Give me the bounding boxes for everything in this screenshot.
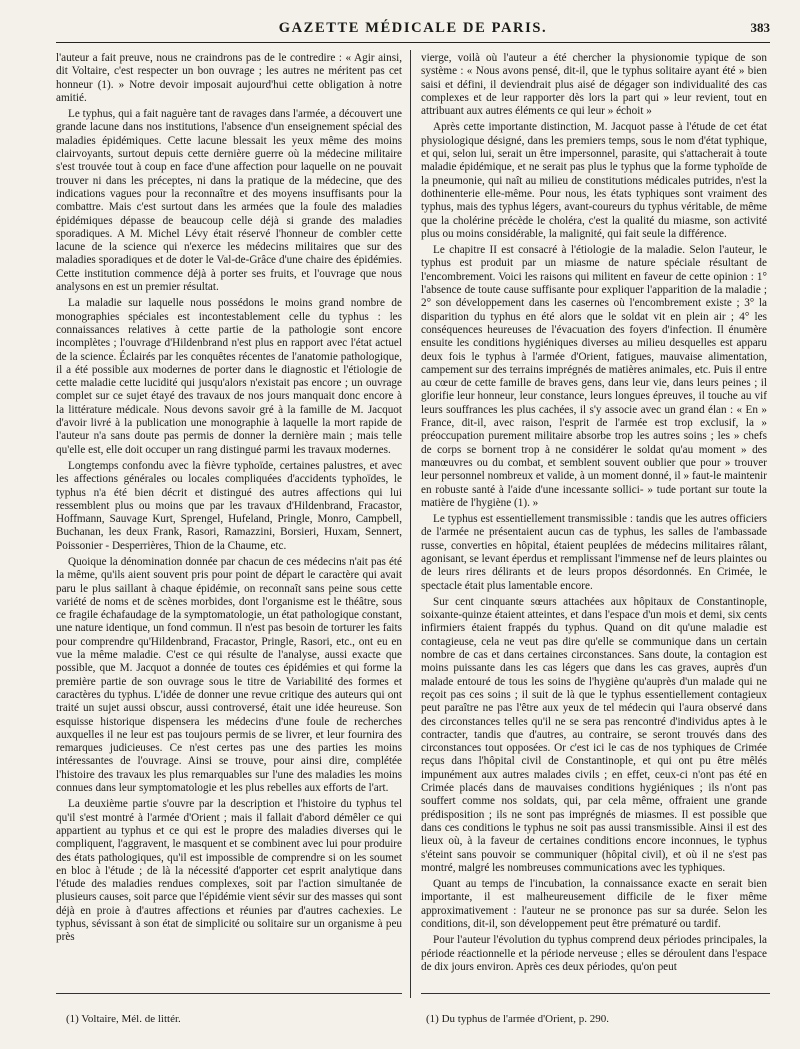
paragraph: Le chapitre II est consacré à l'étiologie de la maladie. Selon l'auteur, le typhus est produit par un miasme de nature spéciale résultant de l'encombrement. Voici les raisons qui militent en faveur de cette opinion : 1° l'absence de toute cause suffisante pour expliquer l'apparition de la maladie ; 2° son développement dans les casernes où l'encombrement existe ; 3° la disparition du typhus en été alors que le soldat vit en plein air ; 4° les conséquences heureuses de l'évacuation des foyers d'infection. Il énumère ensuite les conditions hygiéniques diverses au milieu desquelles est apparu deux fois le typhus à l'armée d'Orient, fatigues, mauvaise alimentation, campement sur des terrains imprégnés de matières animales, etc. Puis il entre au cœur de cette famille de braves gens, dans leur vie, dans leurs peines ; il glorifie leur honneur, leur constance, leurs longues épreuves, il touche au vif leurs souffrances les plus cachées, il s'y associe avec un grand élan : « En » France, dit-il, avec raison, l'esprit de l'armée est trop exclusif, la » préoccupation purement militaire absorbe trop les autres soins ; les » chefs de corps se bornent trop à ne considérer le soldat qu'au moment » des manœuvres ou du combat, et semblent souvent oublier que pour » trouver leur personnel nombreux et valide, à un moment donné, il » faut-le maintenir en robuste santé à l'aide d'une incessante sollici- » tude portant sur toute la matière de l'hygiène (1). » — [421, 244, 767, 509]
paragraph: Après cette importante distinction, M. Jacquot passe à l'étude de cet état physiologique désigné, dans les premiers temps, sous le nom d'état typhique, et qui, selon lui, serait un être impersonnel, parasite, qui s'attacherait à toute maladie épidémique, et ne serait pas plus le typhus que la forme typhoïde de la pneumonie, qui naît au milieu de constitutions médicales putrides, n'est la dothinenterie elle-même. Pour nous, les états typhiques sont vraiment des typhus, mais des typhus légers, avant-coureurs du typhus véritable, de même que la cholérine précède le choléra, c'est la qualité du miasme, son activité plus ou moins considérable, la malignité, qui fait seule la différence. — [421, 121, 767, 240]
paragraph: Quant au temps de l'incubation, la connaissance exacte en serait bien importante, il est malheureusement difficile de le fixer même approximativement : l'auteur ne se prononce pas sur sa durée. Selon les conditions, dit-il, son développement peut être prématuré ou tardif. — [421, 878, 767, 930]
paragraph: La maladie sur laquelle nous possédons le moins grand nombre de monographies spéciales est incontestablement celle du typhus : les connaissances relatives à cette partie de la pathologie sont encore incomplètes ; l'ouvrage d'Hildenbrand n'est plus en rapport avec l'état actuel de la science. Éclairés par les conquêtes récentes de l'anatomie pathologique, il a été possible aux modernes de porter dans le diagnostic et l'étiologie de cette maladie cette lucidité qui jusqu'alors n'existait pas encore ; un ouvrage complet sur ce sujet étayé des travaux de nos jours manquait donc encore à la littérature médicale. Nous devons savoir gré à la famille de M. Jacquot d'avoir livré à la publication une monographie à laquelle la mort rapide de l'auteur n'a sans doute pas permis de donner la dernière main ; mais telle qu'elle est, elle doit occuper un rang distingué parmi les travaux modernes. — [56, 297, 402, 456]
footnote-right: (1) Du typhus de l'armée d'Orient, p. 290. — [426, 1013, 609, 1025]
journal-title: GAZETTE MÉDICALE DE PARIS. — [278, 20, 548, 36]
footnote-rule-left — [56, 993, 402, 994]
paragraph: Pour l'auteur l'évolution du typhus comprend deux périodes principales, la période réactionnelle et la période nerveuse ; elles se déroulent dans l'espace de dix jours environ. Après ces deux périodes, qu'on peut — [421, 934, 767, 973]
page-header — [56, 18, 770, 43]
footnote-rule-right — [421, 993, 770, 994]
left-column — [56, 52, 402, 987]
continued-paragraph: l'auteur a fait preuve, nous ne craindrons pas de le contredire : « Agir ainsi, dit Voltaire, c'est respecter un bon ouvrage ; les autres ne méritent pas cet honneur (1). » Notre devoir imposait aujourd'hui cette obligation à notre amitié. — [56, 52, 402, 104]
paragraph: Le typhus est essentiellement transmissible : tandis que les autres officiers de l'armée ne présentaient aucun cas de typhus, les salles de l'ambassade russe, converties en hôpital, étaient peuplées de médecins militaires râlant, agonisant, se levant éperdus et remplissant l'immense nef de leurs plaintes ou de leurs rires délirants et de leurs propos désordonnés. En Crimée, le spectacle était plus lamentable encore. — [421, 513, 767, 592]
continued-paragraph: vierge, voilà où l'auteur a été chercher la physionomie typique de son système : « Nous avons pensé, dit-il, que le typhus solitaire ayant été » bien saisi et défini, il deviendrait plus aisé de dégager son individualité des cas complexes et de leur rapporter dès lors la part qui » leur revient, tout en attribuant aux autres éléments ce qui leur » échoit » — [421, 52, 767, 118]
paragraph: Longtemps confondu avec la fièvre typhoïde, certaines palustres, et avec les affections générales ou locales compliquées d'accidents typhoïdes, le typhus n'a été bien décrit et distingué des autres affections qui lui ressemblent plus ou moins que par les travaux d'Hildenbrand, Fracastor, Hoffmann, Sauvage Kurt, Sprengel, Hufeland, Pringle, Monro, Campbell, Buchanan, les deux Frank, Rasori, Ramazzini, Borsieri, Huxam, Sennert, Poissonier - Desperrières, Thion de la Chaume, etc. — [56, 459, 402, 552]
paragraph: Sur cent cinquante sœurs attachées aux hôpitaux de Constantinople, soixante-quinze étaient atteintes, et dans l'espace d'un mois et demi, six cents infirmiers étaient frappés du typhus. Quand on dit qu'une maladie est contagieuse, cela ne veut pas dire qu'elle se communique dans un certain nombre de cas et dans certaines circonstances. Sans doute, la contagion est moins puissante dans les cas légers que dans les cas graves, auprès d'un malade entouré de tous les soins de l'hygiène qu'auprès d'un malade qui ne reçoit pas ces soins ; il suit de là que le typhus essentiellement contagieux peut paraître ne pas l'être aux yeux de tel médecin qui l'aura observé dans des circonstances telles qu'il ne se sera pas rencontré d'individus aptes à le contracter, tandis que d'autres, au contraire, se seront trouvés dans des circonstances tout opposées. Or c'est ici le cas de nos typhiques de Crimée reçus dans l'hôpital civil de Constantinople, et qui ont pu être mêlés impunément aux autres malades civils ; en effet, ceux-ci n'ont pas été en Crimée placés dans de mauvaises conditions hygiéniques ; ils n'ont pas souffert comme nos soldats, qui, par cela même, offraient une grande prédisposition ; ils ne sont pas imprégnés de miasmes. Il est possible que dans ces conditions le typhus ne soit pas aussi transmissible. Ainsi il est des lieux où, à la faveur de certaines conditions encore inconnues, le typhus s'éteint sans pouvoir se communiquer (hôpital civil), et où il ne s'est pas montré, malgré les nombreuses communications avec les typhiques. — [421, 595, 767, 874]
column-divider — [410, 50, 411, 998]
footnote-left: (1) Voltaire, Mél. de littér. — [66, 1013, 181, 1025]
page-number: 383 — [750, 20, 770, 35]
right-column — [421, 52, 767, 987]
paragraph: Le typhus, qui a fait naguère tant de ravages dans l'armée, a découvert une grande lacune dans nos institutions, l'absence d'un enseignement spécial des maladies épidémiques. Cette lacune blessait les yeux même des moins clairvoyants, surtout depuis cette dernière guerre où la médecine militaire s'est trouvée tout à coup en face d'une affection pour laquelle on ne pouvait trouver ni dans les préceptes, ni dans la pratique de la médecine, que des indications vagues pour la reconnaître et des moyens insuffisants pour la combattre. Mais c'est surtout dans les armées que la foule des maladies épidémiques dépasse de beaucoup celle déjà si grande des maladies sporadiques. A M. Michel Lévy était réservé l'honneur de combler cette lacune de la science qui n'exerce les médecins militaires que sur des maladies sporadiques et de doter le Val-de-Grâce d'une chaire des épidémies. Cette institution commence déjà à porter ses fruits, et l'ouvrage que nous analysons en est un premier résultat. — [56, 108, 402, 294]
paragraph: Quoique la dénomination donnée par chacun de ces médecins n'ait pas été la même, qu'ils aient souvent pris pour point de départ le caractère qui avait paru le plus saillant à chaque épidémie, on reconnaît sans peine sous cette variété de noms et de scènes morbides, dont l'organisme est le théâtre, sous ce fragile échafaudage de la symptomatologie, un état pathologique constant, une nature identique, un fond commun. Il n'est pas besoin de torturer les faits pour comprendre qu'Hildenbrand, Fracastor, Pringle, Rasori, etc., ont eu en vue la même maladie. C'est ce qui résulte de l'analyse, aussi exacte que possible, que M. Jacquot a donnée de toutes ces épidémies et qui forme la première partie de son ouvrage sous le titre de Variabilité des formes et caractères du typhus. L'idée de donner une revue critique des auteurs qui ont traité un sujet aussi obscur, aussi controversé, était une idée heureuse. Son esquisse historique dispensera les médecins d'une foule de recherches auxquelles il ne leur est pas toujours permis de se livrer, et leur fournira des remarques judicieuses. Ce n'est certes pas une des parties les moins intéressantes de l'ouvrage. Ainsi se trouve, pour ainsi dire, complétée l'histoire des travaux les plus remarquables sur l'une des maladies les moins connues dans leur symptomatologie et les plus rebelles aux efforts de l'art. — [56, 555, 402, 795]
paragraph: La deuxième partie s'ouvre par la description et l'histoire du typhus tel qu'il s'est montré à l'armée d'Orient ; mais il fallait d'abord démêler ce qui appartient au typhus et ce qui est le propre des maladies diverses qui le compliquent, l'aggravent, le masquent et se combinent avec lui pour produire des états pathologiques, qu'il est impossible de comprendre si on les soumet en bloc à l'étude ; de là la nécessité d'apporter cet esprit analytique dans l'étude des maladies rendues complexes, soit par l'action simultanée de plusieurs causes, soit parce que l'épidémie vient sévir sur des masses qui sont déjà en proie à d'autres affections et réunies par d'autres cachexies. Le typhus, sévissant à son état de simplicité ou solitaire sur un organisme à peu près — [56, 798, 402, 944]
